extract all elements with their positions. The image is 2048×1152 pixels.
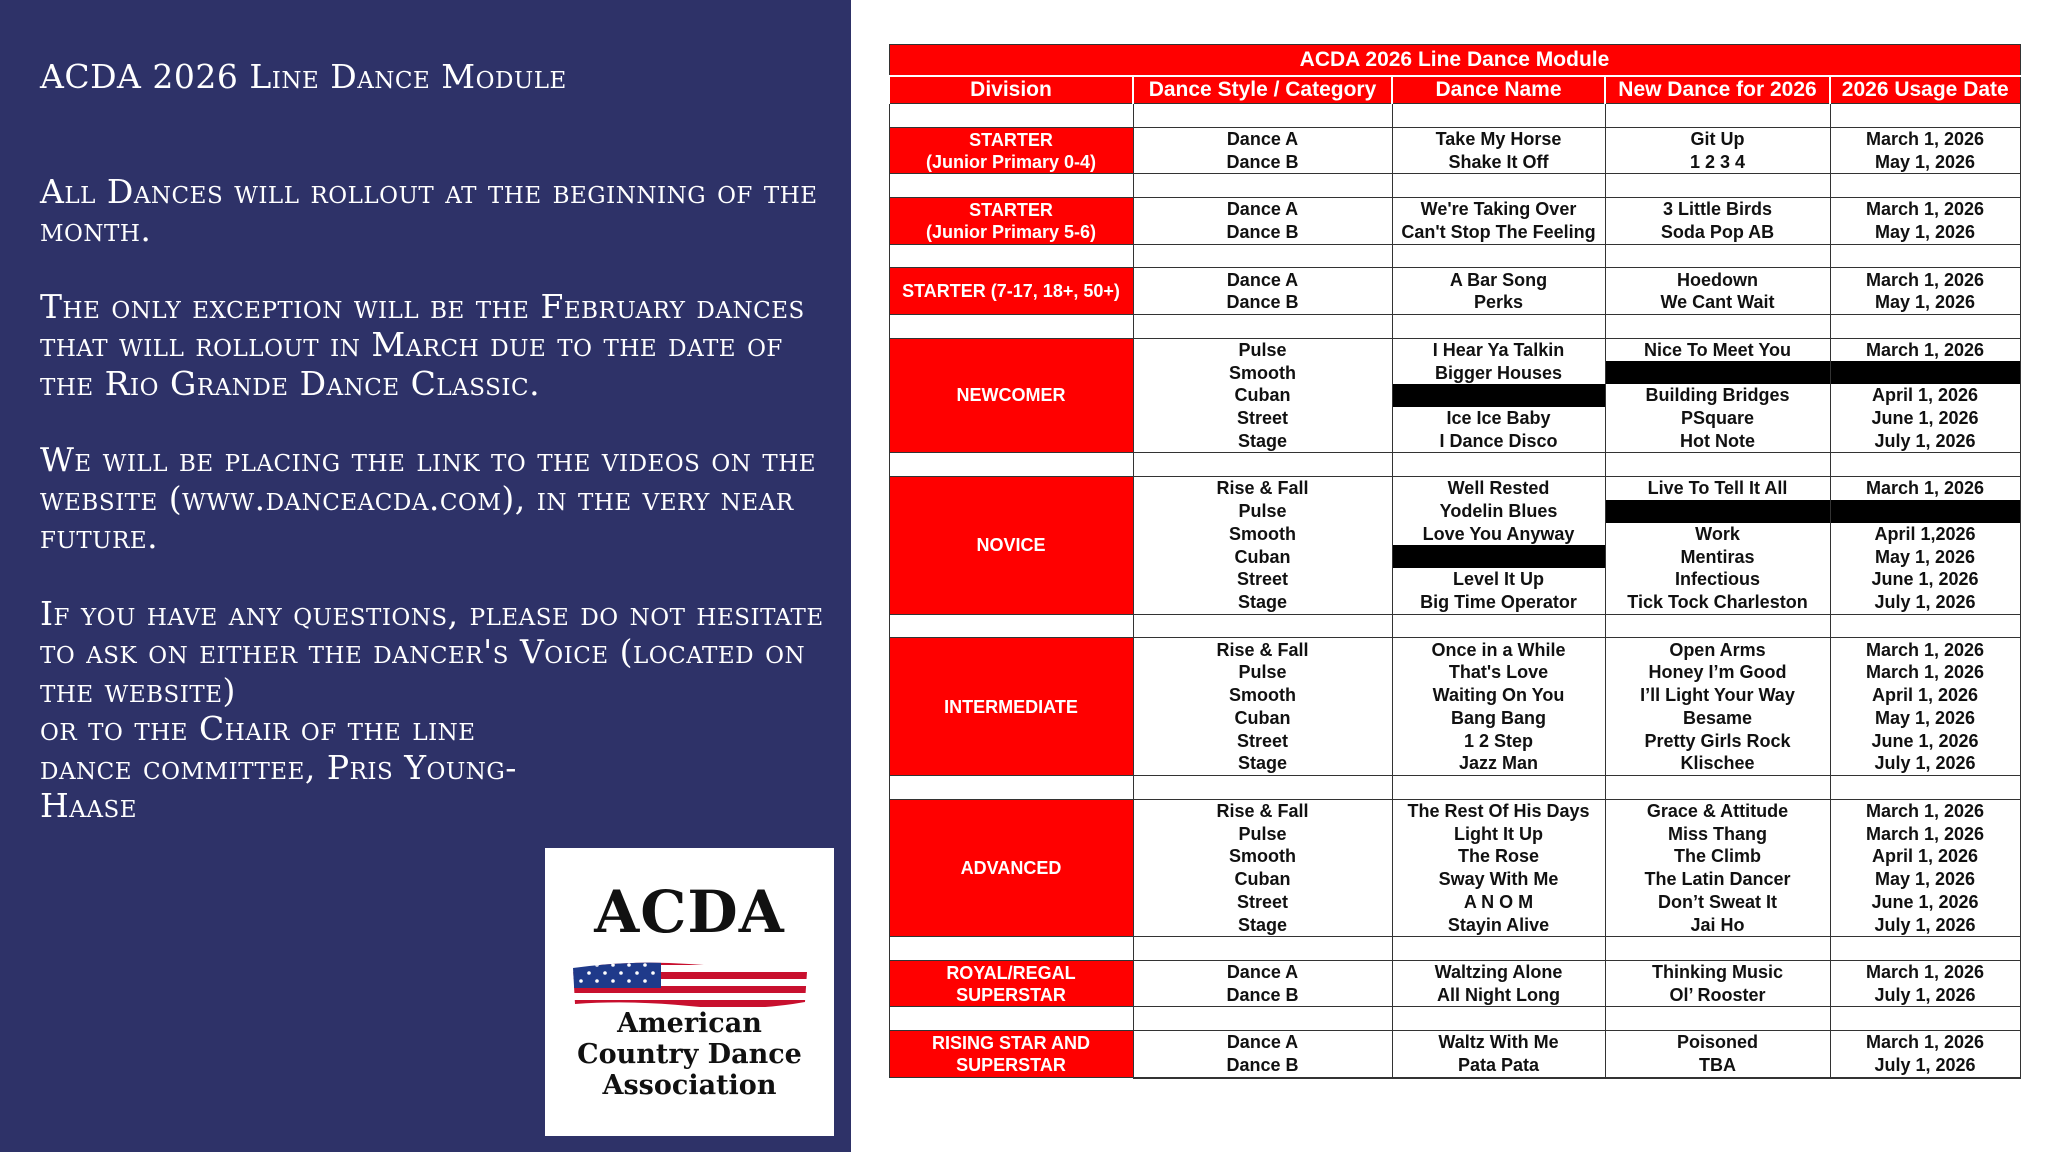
usage-date-cell [1830,500,2020,523]
dance-name-cell: Perks [1392,291,1605,314]
table-row [889,268,2020,291]
usage-date-cell: March 1, 2026 [1830,638,2020,661]
new-dance-cell: Building Bridges [1605,384,1830,407]
division-cell [889,960,1133,1007]
dance-name-cell: 1 2 Step [1392,729,1605,752]
new-dance-cell: Open Arms [1605,638,1830,661]
empty-cell [1133,775,1392,799]
dance-name-cell: I Dance Disco [1392,430,1605,453]
dance-name-cell: Love You Anyway [1392,523,1605,546]
empty-cell [1830,104,2020,128]
table-title-row [889,45,2020,77]
dance-style-cell: Street [1133,568,1392,591]
column-header: New Dance for 2026 [1605,76,1830,104]
usage-date-cell: April 1, 2026 [1830,845,2020,868]
column-header: Dance Style / Category [1133,76,1392,104]
new-dance-cell: Hoedown [1605,268,1830,291]
logo-subtitle [545,1008,834,1101]
dance-name-cell: Shake It Off [1392,151,1605,174]
new-dance-cell: Besame [1605,707,1830,730]
empty-cell [1133,314,1392,338]
dance-style-cell: Pulse [1133,500,1392,523]
new-dance-cell: Hot Note [1605,430,1830,453]
dance-name-cell: Waltz With Me [1392,1031,1605,1054]
column-header: Dance Name [1392,76,1605,104]
dance-name-cell: Stayin Alive [1392,913,1605,936]
new-dance-cell: Soda Pop AB [1605,221,1830,244]
empty-cell [1392,1007,1605,1031]
usage-date-cell: March 1, 2026 [1830,198,2020,221]
usage-date-cell: July 1, 2026 [1830,430,2020,453]
usage-date-cell: May 1, 2026 [1830,291,2020,314]
dance-style-cell: Street [1133,891,1392,914]
empty-cell [1605,775,1830,799]
usage-date-cell: March 1, 2026 [1830,268,2020,291]
dance-name-cell: Jazz Man [1392,752,1605,775]
dance-style-cell: Rise & Fall [1133,477,1392,500]
dance-style-cell: Street [1133,407,1392,430]
empty-cell [1605,104,1830,128]
empty-cell [1392,244,1605,268]
table-row [889,960,2020,983]
division-label: NEWCOMER [956,385,1066,406]
division-label: INTERMEDIATE [944,696,1078,717]
dance-style-cell: Dance A [1133,1031,1392,1054]
dance-style-cell: Cuban [1133,707,1392,730]
empty-cell [889,614,1133,638]
dance-name-cell: Ice Ice Baby [1392,407,1605,430]
empty-cell [889,453,1133,477]
dance-name-cell [1392,384,1605,407]
usage-date-cell [1830,361,2020,384]
table-spacer-row [889,775,2020,799]
empty-cell [1392,937,1605,961]
new-dance-cell: TBA [1605,1054,1830,1078]
dance-module-table [888,44,2021,1079]
new-dance-cell: Ol’ Rooster [1605,984,1830,1007]
dance-style-cell: Dance A [1133,960,1392,983]
division-label: RISING STAR AND [931,1033,1090,1053]
usage-date-cell: March 1, 2026 [1830,661,2020,684]
dance-name-cell: I Hear Ya Talkin [1392,338,1605,361]
division-cell [889,477,1133,615]
empty-cell [1830,1007,2020,1031]
new-dance-cell: The Climb [1605,845,1830,868]
dance-name-cell: Take My Horse [1392,127,1605,150]
usage-date-cell: March 1, 2026 [1830,1031,2020,1054]
dance-name-cell: All Night Long [1392,984,1605,1007]
usage-date-cell: May 1, 2026 [1830,868,2020,891]
empty-cell [1605,1007,1830,1031]
empty-cell [1133,104,1392,128]
empty-cell [889,937,1133,961]
new-dance-cell [1605,361,1830,384]
table-spacer-row [889,244,2020,268]
new-dance-cell: Pretty Girls Rock [1605,729,1830,752]
dance-style-cell: Stage [1133,591,1392,614]
usage-date-cell: June 1, 2026 [1830,568,2020,591]
new-dance-cell [1605,500,1830,523]
table-spacer-row [889,174,2020,198]
usage-date-cell: July 1, 2026 [1830,913,2020,936]
division-label: ROYAL/REGAL [946,962,1076,983]
empty-cell [1605,937,1830,961]
new-dance-cell: Thinking Music [1605,960,1830,983]
usage-date-cell: July 1, 2026 [1830,984,2020,1007]
table-header-row [889,76,2020,104]
usage-date-cell: July 1, 2026 [1830,591,2020,614]
empty-cell [1830,453,2020,477]
dance-style-cell: Stage [1133,752,1392,775]
usage-date-cell: April 1,2026 [1830,523,2020,546]
dance-style-cell: Smooth [1133,845,1392,868]
dance-name-cell: Yodelin Blues [1392,500,1605,523]
dance-style-cell: Cuban [1133,384,1392,407]
division-label: STARTER [969,129,1053,150]
new-dance-cell: Poisoned [1605,1031,1830,1054]
division-cell [889,268,1133,315]
new-dance-cell: The Latin Dancer [1605,868,1830,891]
empty-cell [1133,244,1392,268]
dance-style-cell: Dance A [1133,268,1392,291]
dance-name-cell: A Bar Song [1392,268,1605,291]
usage-date-cell: May 1, 2026 [1830,545,2020,568]
new-dance-cell: Work [1605,523,1830,546]
dance-style-cell: Dance B [1133,291,1392,314]
empty-cell [1133,937,1392,961]
table-row [889,127,2020,150]
empty-cell [1392,453,1605,477]
table-spacer-row [889,1007,2020,1031]
dance-style-cell: Dance B [1133,151,1392,174]
dance-style-cell: Dance B [1133,984,1392,1007]
usage-date-cell: June 1, 2026 [1830,407,2020,430]
new-dance-cell: Mentiras [1605,545,1830,568]
usage-date-cell: May 1, 2026 [1830,221,2020,244]
info-paragraph-rollout: All Dances will rollout at the beginning of the month. [40,171,818,249]
empty-cell [1605,614,1830,638]
dance-style-cell: Dance A [1133,198,1392,221]
table-row [889,198,2020,221]
empty-cell [889,314,1133,338]
table-spacer-row [889,314,2020,338]
dance-style-cell: Smooth [1133,523,1392,546]
dance-name-cell: Big Time Operator [1392,591,1605,614]
new-dance-cell: Miss Thang [1605,822,1830,845]
empty-cell [1133,1007,1392,1031]
table-title: ACDA 2026 Line Dance Module [889,45,2020,77]
usage-date-cell: June 1, 2026 [1830,891,2020,914]
dance-name-cell: Once in a While [1392,638,1605,661]
info-paragraph-videos: We will be placing the link to the videos on the website (www.danceacda.com), in the very near future. [40,440,817,556]
division-cell [889,638,1133,776]
table-spacer-row [889,453,2020,477]
usage-date-cell: March 1, 2026 [1830,338,2020,361]
column-header: Division [889,76,1133,104]
dance-style-cell: Rise & Fall [1133,638,1392,661]
dance-name-cell: Waiting On You [1392,684,1605,707]
empty-cell [1133,614,1392,638]
division-label: (Junior Primary 5-6) [925,221,1097,242]
empty-cell [1830,174,2020,198]
info-paragraph-questions: If you have any questions, please do not hesitate to ask on either the dancer's Voice (located on the website) [40,593,824,710]
empty-cell [889,244,1133,268]
usage-date-cell: March 1, 2026 [1830,822,2020,845]
dance-style-cell: Rise & Fall [1133,799,1392,822]
dance-style-cell: Dance B [1133,221,1392,244]
logo-subtitle-line: American [617,1008,762,1039]
usage-date-cell: March 1, 2026 [1830,799,2020,822]
empty-cell [1830,614,2020,638]
division-cell [889,127,1133,174]
empty-cell [1392,104,1605,128]
dance-style-cell: Dance B [1133,1054,1392,1078]
table-spacer-row [889,614,2020,638]
usage-date-cell: July 1, 2026 [1830,1054,2020,1078]
usage-date-cell: May 1, 2026 [1830,151,2020,174]
dance-style-cell: Smooth [1133,361,1392,384]
dance-style-cell: Smooth [1133,684,1392,707]
empty-cell [1605,453,1830,477]
info-text [40,58,830,826]
usage-date-cell: March 1, 2026 [1830,477,2020,500]
table-row [889,477,2020,500]
empty-cell [1830,244,2020,268]
empty-cell [889,174,1133,198]
new-dance-cell: 1 2 3 4 [1605,151,1830,174]
dance-name-cell: Bang Bang [1392,707,1605,730]
dance-module-table-container [888,44,2021,1079]
division-label: NOVICE [976,535,1046,556]
info-paragraph-exception: The only exception will be the February dances that will rollout in March due to the date of the Rio Grande Dance Classic. [40,286,805,403]
dance-style-cell: Stage [1133,430,1392,453]
division-cell [889,198,1133,245]
new-dance-cell: I’ll Light Your Way [1605,684,1830,707]
logo-subtitle-line: Association [602,1070,777,1101]
dance-name-cell: Can't Stop The Feeling [1392,221,1605,244]
empty-cell [1392,314,1605,338]
dance-style-cell: Pulse [1133,822,1392,845]
usage-date-cell: May 1, 2026 [1830,707,2020,730]
empty-cell [1392,174,1605,198]
new-dance-cell: Live To Tell It All [1605,477,1830,500]
dance-name-cell: Waltzing Alone [1392,960,1605,983]
new-dance-cell: We Cant Wait [1605,291,1830,314]
empty-cell [1133,453,1392,477]
division-label: SUPERSTAR [956,1055,1066,1075]
column-header: 2026 Usage Date [1830,76,2020,104]
usage-date-cell: April 1, 2026 [1830,384,2020,407]
info-panel [0,0,851,1152]
dance-style-cell: Cuban [1133,868,1392,891]
empty-cell [889,104,1133,128]
empty-cell [1392,614,1605,638]
dance-name-cell: Level It Up [1392,568,1605,591]
dance-name-cell: The Rest Of His Days [1392,799,1605,822]
new-dance-cell: Infectious [1605,568,1830,591]
dance-name-cell: Pata Pata [1392,1054,1605,1078]
dance-name-cell: Sway With Me [1392,868,1605,891]
division-label: SUPERSTAR [956,984,1066,1005]
table-row [889,638,2020,661]
new-dance-cell: Jai Ho [1605,913,1830,936]
empty-cell [1830,314,2020,338]
new-dance-cell: PSquare [1605,407,1830,430]
dance-name-cell: Light It Up [1392,822,1605,845]
dance-style-cell: Stage [1133,913,1392,936]
division-label: STARTER [969,199,1053,220]
new-dance-cell: Don’t Sweat It [1605,891,1830,914]
dance-name-cell: We're Taking Over [1392,198,1605,221]
table-row [889,799,2020,822]
logo-subtitle-line: Country Dance [577,1039,802,1070]
acda-logo [545,848,834,1136]
table-row [889,1031,2020,1054]
division-label: (Junior Primary 0-4) [925,151,1097,172]
empty-cell [1605,174,1830,198]
new-dance-cell: Grace & Attitude [1605,799,1830,822]
usage-date-cell: June 1, 2026 [1830,729,2020,752]
dance-style-cell: Street [1133,729,1392,752]
dance-name-cell: A N O M [1392,891,1605,914]
division-cell [889,1031,1133,1078]
division-label: STARTER (7-17, 18+, 50+) [902,281,1120,301]
new-dance-cell: 3 Little Birds [1605,198,1830,221]
dance-name-cell [1392,545,1605,568]
dance-style-cell: Pulse [1133,338,1392,361]
usage-date-cell: July 1, 2026 [1830,752,2020,775]
division-cell [889,338,1133,453]
empty-cell [1605,244,1830,268]
usage-date-cell: April 1, 2026 [1830,684,2020,707]
dance-style-cell: Cuban [1133,545,1392,568]
empty-cell [1830,937,2020,961]
division-cell [889,799,1133,937]
new-dance-cell: Klischee [1605,752,1830,775]
new-dance-cell: Git Up [1605,127,1830,150]
info-heading: ACDA 2026 Line Dance Module [40,57,567,96]
empty-cell [889,1007,1133,1031]
dance-name-cell: The Rose [1392,845,1605,868]
table-spacer-row [889,104,2020,128]
info-paragraph-chair: or to the Chair of the line dance committee, Pris Young-Haase [40,709,517,825]
empty-cell [1605,314,1830,338]
new-dance-cell: Honey I’m Good [1605,661,1830,684]
dance-name-cell: Bigger Houses [1392,361,1605,384]
usage-date-cell: March 1, 2026 [1830,960,2020,983]
dance-style-cell: Dance A [1133,127,1392,150]
dance-style-cell: Pulse [1133,661,1392,684]
division-label: ADVANCED [960,857,1062,878]
table-spacer-row [889,937,2020,961]
empty-cell [1133,174,1392,198]
empty-cell [1392,775,1605,799]
dance-name-cell: That's Love [1392,661,1605,684]
new-dance-cell: Tick Tock Charleston [1605,591,1830,614]
empty-cell [889,775,1133,799]
usage-date-cell: March 1, 2026 [1830,127,2020,150]
table-row [889,338,2020,361]
logo-title: ACDA [594,878,785,946]
empty-cell [1830,775,2020,799]
new-dance-cell: Nice To Meet You [1605,338,1830,361]
dance-name-cell: Well Rested [1392,477,1605,500]
american-flag-icon [569,958,811,1014]
